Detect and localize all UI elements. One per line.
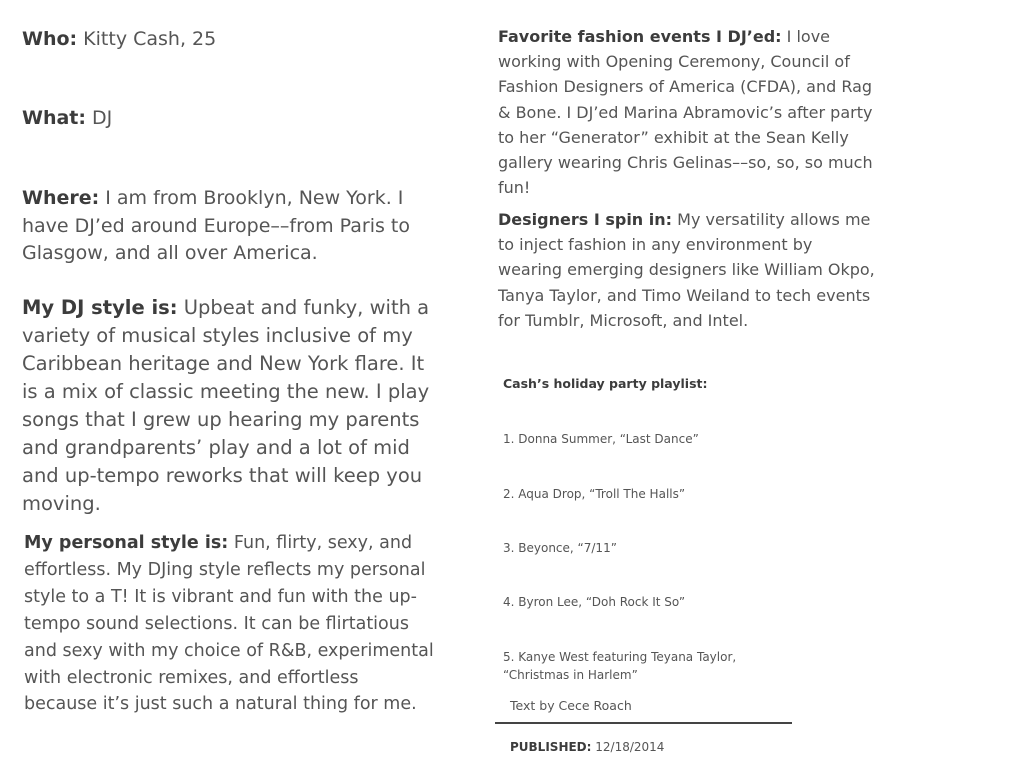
events-text: I love working with Opening Ceremony, Council of Fashion Designers of America (CFDA), and Rag & Bone. I DJ’ed Marina Abramovic’s after party to her “Generator” exhibit at the Sean Kelly gallery wearing Chris Gelinas––so, so, so much fun! — [498, 27, 873, 198]
designers-text: My versatility allows me to inject fashion in any environment by wearing emerging designers like William Okpo, Tanya Taylor, and Timo Weiland to tech events for Tumblr, Microsoft, and Intel. — [498, 210, 875, 330]
author-credit: Text by Cece Roach — [510, 698, 632, 713]
published-label: PUBLISHED: — [510, 740, 592, 754]
published-line — [510, 740, 664, 754]
playlist-item: 2. Aqua Drop, “Troll The Halls” — [503, 487, 686, 501]
designers-label: Designers I spin in: — [498, 210, 673, 229]
personal-style-paragraph — [24, 530, 436, 718]
personal-style-text: Fun, flirty, sexy, and effortless. My DJing style reflects my personal style to a T! It is vibrant and fun with the up-tempo sound selections. It can be flirtatious and sexy with my choice of R&B, experimental with electronic remixes, and effortless because it’s just such a natural thing for me. — [24, 533, 434, 715]
playlist-item: 3. Beyonce, “7/11” — [503, 541, 617, 555]
dj-style-label: My DJ style is: — [22, 296, 178, 319]
published-date: 12/18/2014 — [591, 740, 665, 754]
divider — [495, 722, 792, 724]
dj-style-text: Upbeat and funky, with a variety of musical styles inclusive of my Caribbean heritage and New York flare. It is a mix of classic meeting the new. I play songs that I grew up hearing my parents and grandparents’ play and a lot of mid and up-tempo reworks that will keep you moving. — [22, 296, 430, 515]
where-label: Where: — [22, 187, 100, 209]
where-paragraph — [22, 185, 440, 268]
playlist-item: 4. Byron Lee, “Doh Rock It So” — [503, 595, 686, 609]
who-label: Who: — [22, 28, 78, 50]
who-line — [22, 26, 440, 54]
designers-paragraph — [498, 207, 878, 333]
what-line — [22, 105, 440, 133]
what-text: DJ — [86, 107, 113, 129]
playlist-item: 1. Donna Summer, “Last Dance” — [503, 432, 699, 446]
events-paragraph — [498, 24, 878, 200]
playlist-item: 5. Kanye West featuring Teyana Taylor, “Christmas in Harlem” — [503, 650, 737, 682]
playlist-title: Cash’s holiday party playlist: — [503, 376, 708, 391]
events-label: Favorite fashion events I DJ’ed: — [498, 27, 782, 46]
personal-style-label: My personal style is: — [24, 533, 229, 553]
where-text: I am from Brooklyn, New York. I have DJ’ed around Europe––from Paris to Glasgow, and all over America. — [22, 187, 410, 264]
what-label: What: — [22, 107, 86, 129]
who-text: Kitty Cash, 25 — [77, 28, 217, 50]
dj-style-paragraph — [22, 294, 440, 518]
